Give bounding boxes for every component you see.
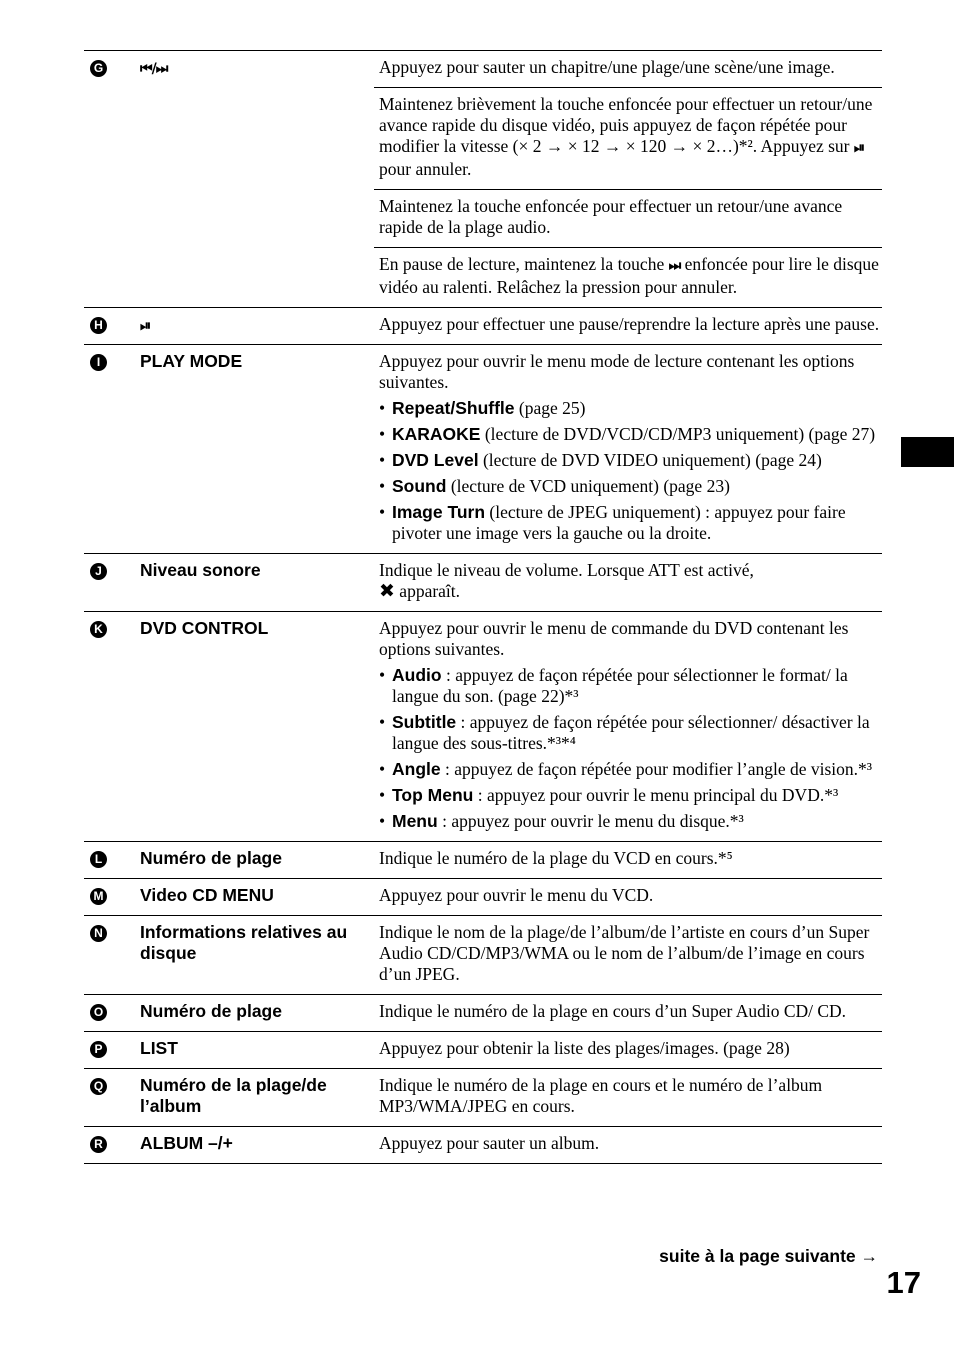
row-q xyxy=(84,1069,882,1127)
row-r xyxy=(84,1127,882,1164)
bullet-top-menu: • Top Menu : appuyez pour ouvrir le menu principal du DVD.*³ xyxy=(379,785,882,806)
bullet-karaoke: • KARAOKE (lecture de DVD/VCD/CD/MP3 uniquement) (page 27) xyxy=(379,424,882,445)
row-n xyxy=(84,916,882,995)
row-k-desc: Appuyez pour ouvrir le menu de commande du DVD contenant les options suivantes. • Audio : appuyez de façon répétée pour sélectionner le format/ la langue du son. (page 22)*³ • Subtitle : appuyez de façon répétée pour sélectionner/ désactiver la langue des sous-titres.*³*⁴ • Angle : appuyez de façon répétée pour modifier l’angle de vision.*³ • Top Menu : appuyez pour ouvrir le menu principal du DVD.*³ • Menu : appuyez pour ouvrir le menu du disque.*³ xyxy=(374,612,882,841)
bullet-repeat-shuffle: • Repeat/Shuffle (page 25) xyxy=(379,398,882,419)
bullet-sound: • Sound (lecture de VCD uniquement) (page 23) xyxy=(379,476,882,497)
row-p-key: LIST xyxy=(140,1032,374,1069)
row-q-desc: Indique le numéro de la plage en cours et le numéro de l’album MP3/WMA/JPEG en cours. xyxy=(379,1075,823,1116)
row-n-desc: Indique le nom de la plage/de l’album/de l’artiste en cours d’un Super Audio CD/CD/MP3/WMA ou le nom de l’album/de l’image en cours d’un JPEG. xyxy=(379,922,870,984)
row-m xyxy=(84,879,882,916)
marker-q: Q xyxy=(90,1078,107,1095)
bullet-image-turn: • Image Turn (lecture de JPEG uniquement) : appuyez pour faire pivoter une image vers la gauche ou la droite. xyxy=(379,502,882,544)
marker-h: H xyxy=(90,317,107,334)
marker-j: J xyxy=(90,563,107,580)
row-j xyxy=(84,554,882,612)
row-m-desc: Appuyez pour ouvrir le menu du VCD. xyxy=(379,885,654,905)
row-o-key: Numéro de plage xyxy=(140,995,374,1032)
row-n-key: Informations relatives au disque xyxy=(140,916,374,995)
row-g-desc-1: Appuyez pour sauter un chapitre/une plage/une scène/une image. xyxy=(379,57,835,77)
row-h-desc: Appuyez pour effectuer une pause/reprendre la lecture après une pause. xyxy=(379,314,880,334)
marker-o: O xyxy=(90,1004,107,1021)
row-r-key: ALBUM –/+ xyxy=(140,1127,374,1164)
page-number: 17 xyxy=(886,1265,921,1300)
row-g-desc-2: Maintenez brièvement la touche enfoncée pour effectuer un retour/une avance rapide du disque vidéo, puis appuyez de façon répétée pour modifier la vitesse (× 2 → × 12 → × 120 → × 2…)*². Appuyez sur ⏯ pour annuler. xyxy=(374,87,882,189)
bullet-dvd-level: • DVD Level (lecture de DVD VIDEO uniquement) (page 24) xyxy=(379,450,882,471)
row-p xyxy=(84,1032,882,1069)
marker-i: I xyxy=(90,354,107,371)
bullet-angle: • Angle : appuyez de façon répétée pour modifier l’angle de vision.*³ xyxy=(379,759,882,780)
row-m-key: Video CD MENU xyxy=(140,879,374,916)
play-pause-icon: ⏯ xyxy=(853,140,865,156)
row-j-desc: Indique le niveau de volume. Lorsque ATT est activé, ✖ apparaît. xyxy=(379,560,754,602)
row-g-desc-4: En pause de lecture, maintenez la touche ⏭ enfoncée pour lire le disque vidéo au ralenti. Relâchez la pression pour annuler. xyxy=(374,247,882,307)
row-j-key: Niveau sonore xyxy=(140,554,374,612)
section-tab-marker xyxy=(901,437,954,467)
row-i-desc: Appuyez pour ouvrir le menu mode de lecture contenant les options suivantes. • Repeat/Shuffle (page 25) • KARAOKE (lecture de DVD/VCD/CD/MP3 uniquement) (page 27) • DVD Level (lecture de DVD VIDEO uniquement) (page 24) • Sound (lecture de VCD uniquement) (page 23) • Image Turn (lecture de JPEG uniquement) : appuyez pour faire pivoter une image vers la gauche ou la droite. xyxy=(374,345,882,553)
row-k xyxy=(84,612,882,842)
row-l-key: Numéro de plage xyxy=(140,842,374,879)
marker-m: M xyxy=(90,888,107,905)
row-i-key: PLAY MODE xyxy=(140,345,374,554)
row-o-desc: Indique le numéro de la plage en cours d’un Super Audio CD/ CD. xyxy=(379,1001,847,1021)
next-icon: ⏭ xyxy=(668,258,681,274)
marker-p: P xyxy=(90,1041,107,1058)
row-k-key: DVD CONTROL xyxy=(140,612,374,842)
marker-g: G xyxy=(90,60,107,77)
row-l xyxy=(84,842,882,879)
bullet-subtitle: • Subtitle : appuyez de façon répétée pour sélectionner/ désactiver la langue des sous-titres.*³*⁴ xyxy=(379,712,882,754)
row-l-desc: Indique le numéro de la plage du VCD en cours.*⁵ xyxy=(379,848,733,868)
button-reference-table xyxy=(84,50,882,1164)
row-g-desc-3: Maintenez la touche enfoncée pour effectuer un retour/une avance rapide de la plage audio. xyxy=(374,189,882,247)
row-g xyxy=(84,51,882,308)
continued-note: suite à la page suivante → xyxy=(659,1246,878,1266)
marker-r: R xyxy=(90,1136,107,1153)
bullet-audio: • Audio : appuyez de façon répétée pour sélectionner le format/ la langue du son. (page 22)*³ xyxy=(379,665,882,707)
row-o xyxy=(84,995,882,1032)
row-q-key: Numéro de la plage/de l’album xyxy=(140,1069,374,1127)
prev-next-icon: ⏮/⏭ xyxy=(140,61,168,77)
row-r-desc: Appuyez pour sauter un album. xyxy=(379,1133,600,1153)
reference-table-page xyxy=(84,50,882,1164)
marker-n: N xyxy=(90,925,107,942)
play-pause-icon: ⏯ xyxy=(140,318,151,334)
row-h xyxy=(84,308,882,345)
marker-k: K xyxy=(90,621,107,638)
mute-cross-icon: ✖ xyxy=(379,580,395,602)
marker-l: L xyxy=(90,851,107,868)
bullet-menu: • Menu : appuyez pour ouvrir le menu du disque.*³ xyxy=(379,811,882,832)
row-p-desc: Appuyez pour obtenir la liste des plages/images. (page 28) xyxy=(379,1038,790,1058)
row-i xyxy=(84,345,882,554)
